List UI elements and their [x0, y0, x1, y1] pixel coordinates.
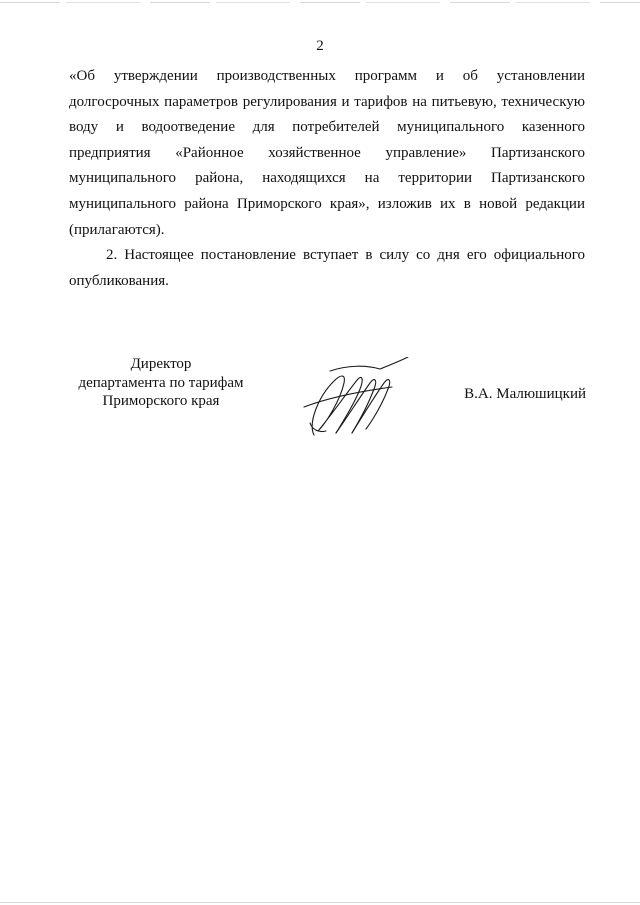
signer-title-line1: Директор — [130, 356, 192, 372]
document-body — [69, 64, 585, 294]
signer-title-line2: департамента по тарифам — [78, 374, 244, 391]
signature-block — [0, 355, 640, 445]
scan-edge-bottom — [0, 902, 640, 903]
handwritten-signature — [300, 357, 410, 439]
signer-title-line3: Приморского края — [102, 393, 220, 409]
scan-edge-top — [0, 2, 640, 3]
paragraph-effective-date: 2. Настоящее постановление вступает в силу со дня его официального опубликования. — [69, 247, 585, 289]
signer-name: В.А. Малюшицкий — [464, 386, 586, 402]
signer-title — [66, 355, 256, 411]
page-number: 2 — [316, 38, 324, 54]
paragraph-continuation: «Об утверждении производственных программ и об установлении долгосрочных параметров регулирования и тарифов на питьевую, техническую воду и водоотведение для потребителей муниципального казенного предприятия «Районное хозяйственное управление» Партизанского муниципального района, находящихся на территории Партизанского муниципального района Приморского края», изложив их в новой редакции (прилагаются). — [69, 68, 585, 238]
